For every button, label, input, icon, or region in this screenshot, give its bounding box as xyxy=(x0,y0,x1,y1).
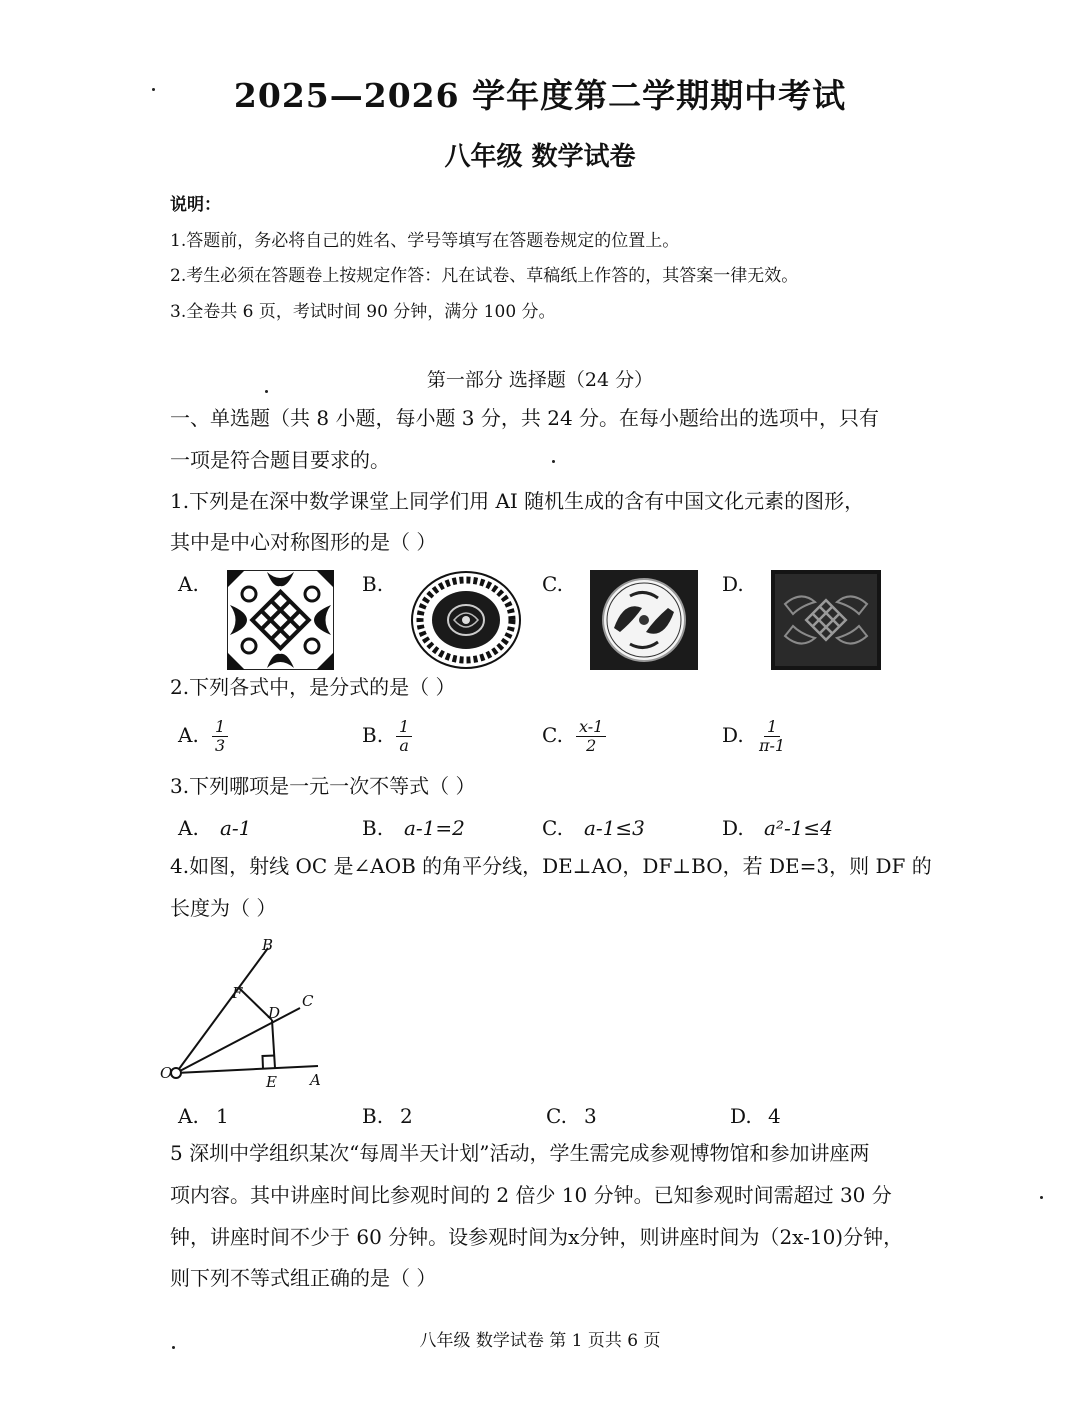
q3-option-c-expr: a-1≤3 xyxy=(584,816,645,840)
q2-option-d-fraction xyxy=(756,718,788,755)
fraction-denominator: a xyxy=(399,736,409,755)
q5-line3: 钟，讲座时间不少于 60 分钟。设参观时间为x分钟，则讲座时间为（2x-10)分钟， xyxy=(170,1225,904,1249)
fraction-numerator: x-1 xyxy=(576,718,606,737)
q2-option-a xyxy=(178,718,228,755)
q3-option-d-letter: D. xyxy=(722,816,744,840)
q2-option-a-letter: A. xyxy=(178,723,199,747)
segment-de xyxy=(272,1020,275,1068)
q1-line1: 1.下列是在深中数学课堂上同学们用 AI 随机生成的含有中国文化元素的图形， xyxy=(170,489,865,513)
note-item-3: 3.全卷共 6 页，考试时间 90 分钟，满分 100 分。 xyxy=(170,302,556,322)
q4-angle-bisector-figure xyxy=(160,930,340,1095)
exam-title: 2025—2026 学年度第二学期期中考试 xyxy=(233,76,847,115)
q3-stem: 3.下列哪项是一元一次不等式（ ） xyxy=(170,774,476,798)
q2-stem: 2.下列各式中，是分式的是（ ） xyxy=(170,675,456,699)
page-footer: 八年级 数学试卷 第 1 页共 6 页 xyxy=(419,1331,661,1351)
q2-option-d xyxy=(722,718,788,755)
q3-option-c xyxy=(542,816,645,840)
label-e: E xyxy=(266,1073,277,1091)
label-a: A xyxy=(310,1071,321,1089)
q3-option-b xyxy=(362,816,465,840)
q4-option-c-value: 3 xyxy=(584,1104,597,1128)
q3-option-d xyxy=(722,816,833,840)
q4-option-c-letter: C. xyxy=(546,1104,567,1128)
q2-option-b-fraction xyxy=(396,718,412,755)
q4-option-c xyxy=(546,1104,597,1128)
fraction-denominator: 3 xyxy=(215,736,226,755)
fraction-numerator: 1 xyxy=(212,718,228,737)
label-f: F xyxy=(232,984,243,1002)
q3-option-b-expr: a-1=2 xyxy=(404,816,465,840)
q4-option-d-letter: D. xyxy=(730,1104,752,1128)
fraction-denominator: π-1 xyxy=(759,736,786,755)
q2-option-b xyxy=(362,718,412,755)
q1-image-a-knot-pattern xyxy=(227,570,334,670)
scan-speck xyxy=(152,88,155,91)
q1-image-b-round-plate xyxy=(410,570,522,670)
q4-option-a-value: 1 xyxy=(216,1104,229,1128)
q4-option-d xyxy=(730,1104,781,1128)
q1-option-a-label: A. xyxy=(178,572,199,596)
q3-option-c-letter: C. xyxy=(542,816,563,840)
q2-option-c-fraction xyxy=(576,718,606,755)
section-instruction-line2: 一项是符合题目要求的。 xyxy=(170,448,390,472)
q4-option-b xyxy=(362,1104,413,1128)
fraction-numerator: 1 xyxy=(764,718,780,737)
scan-speck xyxy=(172,1346,175,1349)
fraction-numerator: 1 xyxy=(396,718,412,737)
notes-heading: 说明： xyxy=(170,195,221,215)
q5-line1: 5 深圳中学组织某次“每周半天计划”活动，学生需完成参观博物馆和参加讲座两 xyxy=(170,1141,870,1165)
label-o: O xyxy=(160,1064,173,1082)
q3-option-b-letter: B. xyxy=(362,816,384,840)
q4-option-a xyxy=(178,1104,229,1128)
q3-option-a-expr: a-1 xyxy=(220,816,252,840)
q4-option-a-letter: A. xyxy=(178,1104,199,1128)
scan-speck xyxy=(1040,1196,1043,1199)
q3-option-a xyxy=(178,816,251,840)
vertex-o-marker xyxy=(171,1068,181,1078)
ray-ob xyxy=(176,948,268,1073)
fraction-denominator: 2 xyxy=(586,736,597,755)
note-item-1: 1.答题前，务必将自己的姓名、学号等填写在答题卷规定的位置上。 xyxy=(170,231,680,251)
right-angle-mark xyxy=(263,1056,276,1069)
q4-option-b-value: 2 xyxy=(400,1104,413,1128)
scan-speck xyxy=(265,390,268,393)
q2-option-d-letter: D. xyxy=(722,723,744,747)
q5-line2: 项内容。其中讲座时间比参观时间的 2 倍少 10 分钟。已知参观时间需超过 30 分 xyxy=(170,1183,892,1207)
q3-option-a-letter: A. xyxy=(178,816,199,840)
q3-option-d-expr: a²-1≤4 xyxy=(764,816,833,840)
q1-option-c-label: C. xyxy=(542,572,563,596)
q4-line2: 长度为（ ） xyxy=(170,896,277,920)
q2-option-c-letter: C. xyxy=(542,723,563,747)
q1-option-b-label: B. xyxy=(362,572,384,596)
q5-line4: 则下列不等式组正确的是（ ） xyxy=(170,1266,437,1290)
q1-image-d-dark-knot-tile xyxy=(771,570,881,670)
exam-subtitle: 八年级 数学试卷 xyxy=(444,142,636,172)
q4-option-b-letter: B. xyxy=(362,1104,384,1128)
label-d: D xyxy=(268,1004,281,1022)
label-b: B xyxy=(262,936,274,954)
q2-option-c xyxy=(542,718,606,755)
label-c: C xyxy=(302,992,314,1010)
q1-option-d-label: D. xyxy=(722,572,744,596)
q4-option-d-value: 4 xyxy=(768,1104,781,1128)
section-instruction-line1: 一、单选题（共 8 小题，每小题 3 分，共 24 分。在每小题给出的选项中，只有 xyxy=(170,406,880,430)
q1-line2: 其中是中心对称图形的是（ ） xyxy=(170,530,437,554)
note-item-2: 2.考生必须在答题卷上按规定作答：凡在试卷、草稿纸上作答的，其答案一律无效。 xyxy=(170,266,799,286)
scan-speck xyxy=(552,460,555,463)
ray-oc xyxy=(176,1008,300,1073)
q2-option-a-fraction xyxy=(212,718,228,755)
q4-line1: 4.如图，射线 OC 是∠AOB 的角平分线，DE⊥AO，DF⊥BO，若 DE=3，则 DF 的 xyxy=(170,854,932,878)
ray-oa xyxy=(176,1066,318,1073)
q1-image-c-dragon-plate xyxy=(590,570,698,670)
section-title: 第一部分 选择题（24 分） xyxy=(426,369,654,391)
q2-option-b-letter: B. xyxy=(362,723,384,747)
